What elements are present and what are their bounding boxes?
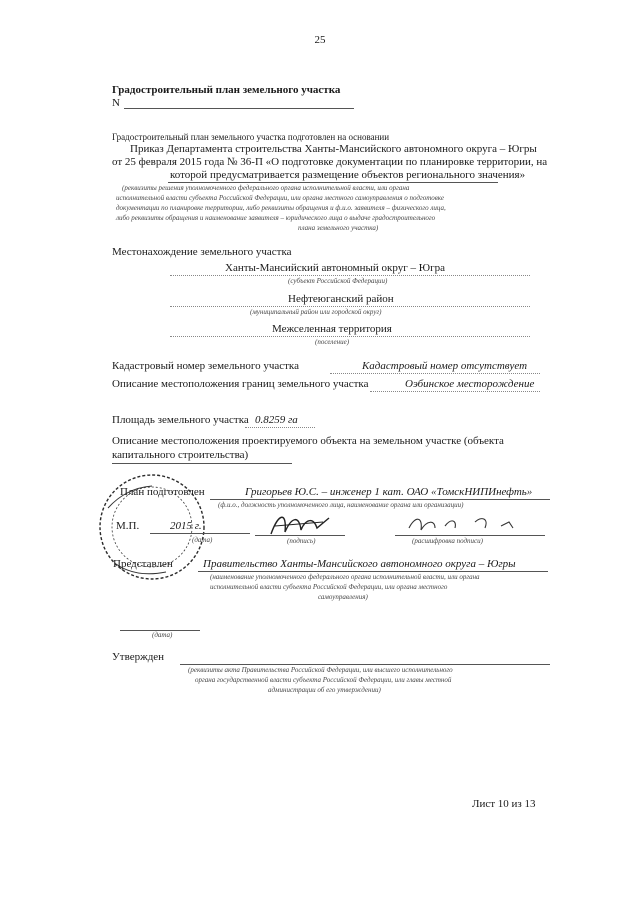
document-title: Градостроительный план земельного участка	[112, 84, 341, 96]
prepared-date-caption: (дата)	[192, 536, 213, 544]
boundaries-line	[370, 391, 540, 392]
signature-caption: (подпись)	[287, 537, 316, 545]
area-value: 0.8259 га	[255, 414, 298, 426]
plan-number-line	[124, 108, 354, 109]
page-number: 25	[314, 34, 326, 46]
mp-label: М.П.	[116, 520, 140, 532]
basis-caption-5: плана земельного участка)	[298, 224, 379, 232]
prepared-underline	[210, 499, 550, 500]
basis-caption-3: документации по планировке территории, либо реквизиты обращения и ф.и.о. заявителя – физического лица,	[116, 204, 446, 212]
location-subject-line	[170, 275, 530, 276]
signature-decode-handwriting	[405, 512, 525, 536]
location-district-line	[170, 306, 530, 307]
approved-label: Утвержден	[112, 651, 165, 663]
object-description-underline	[112, 463, 292, 464]
location-subject-caption: (субъект Российской Федерации)	[288, 277, 388, 285]
approved-caption-1: (реквизиты акта Правительства Российской Федерации, или высшего исполнительного	[188, 666, 453, 674]
basis-label: Градостроительный план земельного участка подготовлен на основании	[112, 132, 390, 142]
plan-number-label: N	[112, 97, 120, 109]
prepared-date: 2015 г.	[170, 520, 202, 532]
approved-caption-2: органа государственной власти субъекта Российской Федерации, или главы местной	[195, 676, 452, 684]
object-description-line-2: капитального строительства)	[112, 449, 249, 461]
signature-decode-line	[395, 535, 545, 536]
basis-line-2: от 25 февраля 2015 года № 36-П «О подготовке документации по планировке территории, на	[112, 156, 548, 168]
location-subject: Ханты-Мансийский автономный округ – Югра	[225, 262, 445, 274]
location-settlement: Межселенная территория	[272, 323, 392, 335]
presented-underline	[198, 571, 548, 572]
prepared-caption: (ф.и.о., должность уполномоченного лица, наименование органа или организации)	[218, 501, 464, 509]
sheet-number: Лист 10 из 13	[472, 798, 536, 810]
cadastral-line	[330, 373, 540, 374]
presented-value: Правительство Ханты-Мансийского автономного округа – Югры	[203, 558, 516, 570]
basis-caption-4: либо реквизиты обращения и наименование заявителя – юридического лица о выдаче градостроительного	[116, 214, 436, 222]
location-label: Местонахождение земельного участка	[112, 246, 292, 258]
presented-caption-3: самоуправления)	[318, 593, 368, 601]
cadastral-label: Кадастровый номер земельного участка	[112, 360, 299, 372]
location-settlement-line	[170, 336, 530, 337]
boundaries-label: Описание местоположения границ земельного участка	[112, 378, 369, 390]
basis-underline	[168, 182, 498, 183]
basis-caption-1: (реквизиты решения уполномоченного федерального органа исполнительной власти, или органа	[122, 184, 410, 192]
approved-underline	[180, 664, 550, 665]
signature-line	[255, 535, 345, 536]
location-settlement-caption: (поселение)	[315, 338, 350, 346]
presented-caption-1: (наименование уполномоченного федерального органа исполнительной власти, или органа	[210, 573, 480, 581]
signature-decode-caption: (расшифровка подписи)	[412, 537, 483, 545]
cadastral-value: Кадастровый номер отсутствует	[362, 360, 528, 372]
location-district: Нефтеюганский район	[288, 293, 394, 305]
area-line	[245, 427, 315, 428]
approved-caption-3: администрации об его утверждении)	[268, 686, 381, 694]
prepared-date-line	[150, 533, 250, 534]
boundaries-value: Оэбинское месторождение	[405, 378, 535, 390]
basis-caption-2: исполнительной власти субъекта Российской Федерации, или органа местного самоуправления о подготовке	[116, 194, 445, 202]
prepared-value: Григорьев Ю.С. – инженер 1 кат. ОАО «ТомскНИПИнефть»	[245, 486, 533, 498]
object-description-line-1: Описание местоположения проектируемого объекта на земельном участке (объекта	[112, 435, 504, 447]
area-label: Площадь земельного участка	[112, 414, 249, 426]
presented-date-caption: (дата)	[152, 631, 173, 639]
presented-caption-2: исполнительной власти субъекта Российской Федерации, или органа местного	[210, 583, 448, 591]
basis-line-1: Приказ Департамента строительства Ханты-Мансийского автономного округа – Югры	[130, 143, 537, 155]
presented-label: Представлен	[113, 558, 173, 570]
basis-line-3: которой предусматривается размещение объектов регионального значения»	[170, 169, 526, 181]
prepared-label: План подготовлен	[120, 486, 205, 498]
location-district-caption: (муниципальный район или городской округ)	[250, 308, 382, 316]
